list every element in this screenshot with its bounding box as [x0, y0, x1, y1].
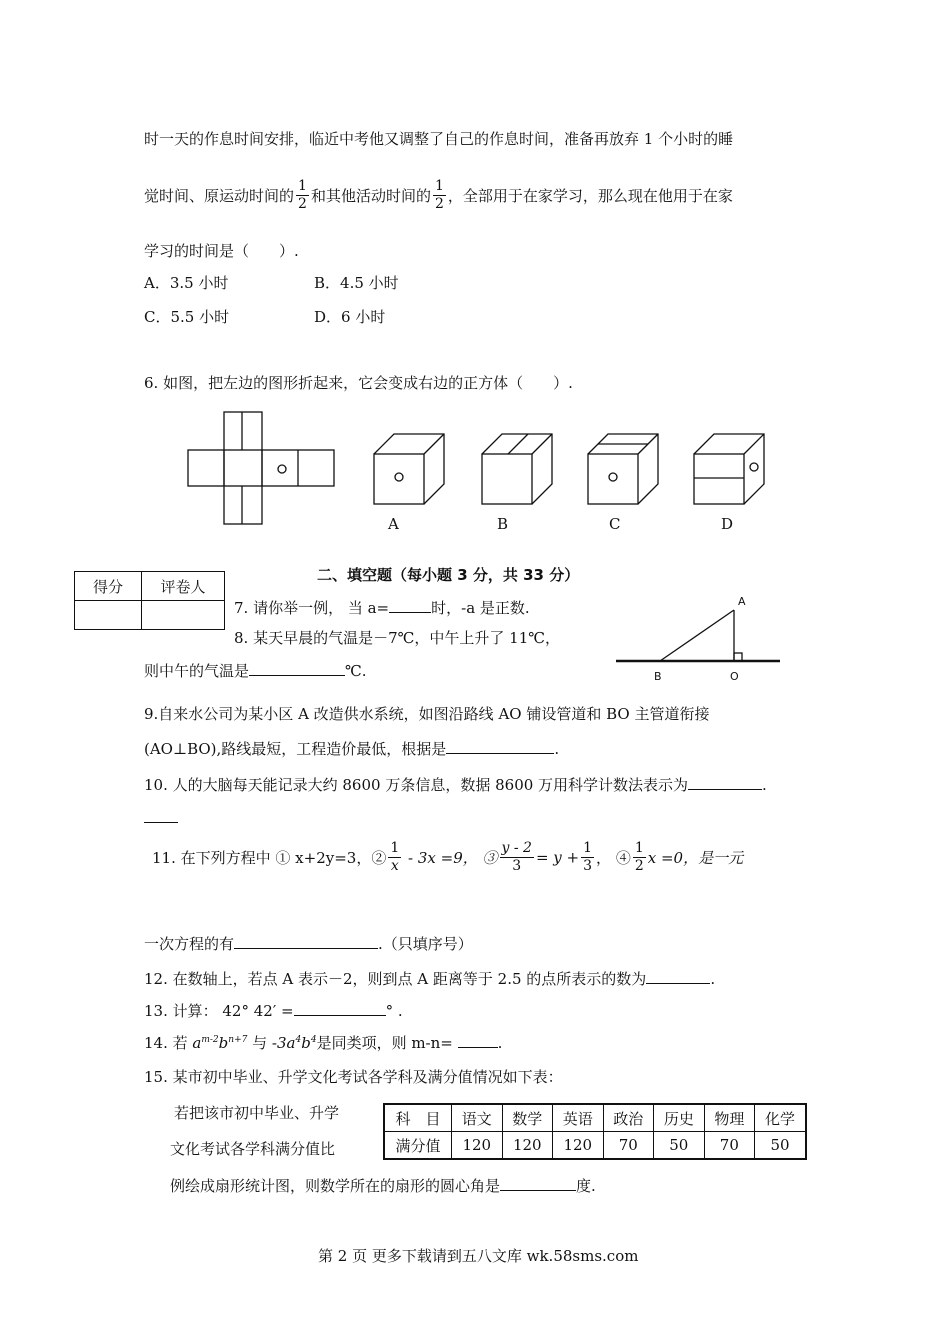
- fraction-half: $\frac{1}{2}$: [298, 178, 307, 212]
- fraction-y-minus-2-over-3: $\frac{y - 2}{3}$: [501, 840, 532, 874]
- q9-blank: [446, 739, 554, 754]
- table-cell: 120: [452, 1132, 503, 1160]
- q11-blank: [234, 934, 378, 949]
- table-cell: 英语: [553, 1104, 604, 1132]
- q5-line2-a: 觉时间、原运动时间的: [144, 187, 295, 205]
- q13-text-a: 13. 计算： 42° 42′ =: [144, 1002, 294, 1020]
- q11-text-b: - 3x =9， ③: [403, 849, 498, 867]
- cube-option-a: [372, 432, 446, 506]
- q5-option-d: D．6 小时: [314, 308, 386, 326]
- q5-line3: 学习的时间是（ ）.: [144, 242, 299, 260]
- q15-side3-a: 例绘成扇形统计图，则数学所在的扇形的圆心角是: [170, 1177, 501, 1195]
- table-cell: 50: [755, 1132, 806, 1160]
- q14-text-b: 与 -: [252, 1034, 277, 1052]
- q14-text-d: .: [497, 1034, 503, 1052]
- q11-text-e: x =0，是一元: [647, 849, 744, 867]
- cube-option-d: [692, 432, 766, 506]
- q5-line2-c: ，全部用于在家学习，那么现在他用于在家: [447, 187, 733, 205]
- q13: [144, 1000, 403, 1021]
- q15-side2: 文化考试各学科满分值比: [170, 1140, 336, 1158]
- q11-text-c: = y +: [535, 848, 580, 867]
- q9-line2: [144, 738, 559, 759]
- score-box: [74, 571, 225, 630]
- q13-text-b: ° .: [385, 1002, 403, 1020]
- fraction-one-half: $\frac{1}{2}$: [634, 840, 644, 874]
- q7: [234, 597, 530, 618]
- q7-blank: [389, 598, 431, 613]
- q12: [144, 968, 715, 989]
- term-a-m-minus-2-b-n-plus-7: $a^{m-2}b^{n+7}$: [192, 1034, 248, 1052]
- cube-option-b: [480, 432, 554, 506]
- q9-text-a: (AO⊥BO),路线最短，工程造价最低，根据是: [144, 740, 447, 758]
- q10-blank-continued: [144, 822, 178, 823]
- table-cell: 50: [654, 1132, 705, 1160]
- fraction-half: $\frac{1}{2}$: [434, 178, 444, 212]
- q15-side3-b: 度.: [576, 1177, 596, 1195]
- q15-blank: [500, 1176, 576, 1191]
- q8-blank: [249, 661, 345, 676]
- q14: [144, 1032, 502, 1053]
- score-cell: [75, 601, 142, 630]
- point-a-label: A: [738, 595, 746, 608]
- q5-line2-b: 和其他活动时间的: [310, 187, 431, 205]
- table-cell: 物理: [704, 1104, 755, 1132]
- q10-text-a: 10. 人的大脑每天能记录大约 8600 万条信息，数据 8600 万用科学计数法表示为: [144, 776, 689, 794]
- table-cell: 语文: [452, 1104, 503, 1132]
- q12-blank: [646, 969, 710, 984]
- cube-label-b: B: [497, 515, 509, 533]
- q8-text-a: 则中午的气温是: [144, 662, 250, 680]
- fraction-one-over-x: $\frac{1}{x}$: [390, 840, 400, 874]
- table-cell: 化学: [755, 1104, 806, 1132]
- q10: [144, 774, 767, 795]
- q13-blank: [294, 1001, 386, 1016]
- table-cell: 70: [704, 1132, 755, 1160]
- q15-side3: [170, 1175, 596, 1196]
- q11-line1: [152, 840, 743, 875]
- table-cell: 政治: [603, 1104, 654, 1132]
- page-footer: 第 2 页 更多下载请到五八文库 wk.58sms.com: [318, 1247, 639, 1265]
- table-cell: 120: [553, 1132, 604, 1160]
- grader-cell: [142, 601, 225, 630]
- score-header: 得分: [75, 572, 142, 601]
- q11-line2-b: .（只填序号）: [378, 935, 473, 953]
- q11-text-d: ， ④: [596, 849, 631, 867]
- q11-line2: [144, 933, 473, 954]
- cube-option-c: [586, 432, 660, 506]
- q10-text-b: .: [762, 776, 767, 794]
- cube-label-a: A: [388, 515, 399, 533]
- cube-net-figure: [186, 410, 338, 526]
- q15-side1: 若把该市初中毕业、升学: [174, 1104, 340, 1122]
- table-row: [384, 1132, 806, 1160]
- q8-text-b: ℃.: [345, 662, 367, 680]
- q6-text: 6. 如图，把左边的图形折起来，它会变成右边的正方体（ ）.: [144, 374, 573, 392]
- q5-line1: 时一天的作息时间安排，临近中考他又调整了自己的作息时间，准备再放弃 1 个小时的睡: [144, 130, 734, 148]
- q10-blank: [688, 775, 762, 790]
- table-cell: 120: [502, 1132, 553, 1160]
- point-o-label: O: [730, 670, 739, 683]
- fraction-one-third: $\frac{1}{3}$: [583, 840, 593, 874]
- q14-text-c: 是同类项，则 m-n=: [316, 1034, 453, 1052]
- q14-text-a: 14. 若: [144, 1034, 188, 1052]
- grader-header: 评卷人: [142, 572, 225, 601]
- q15-text: 15. 某市初中毕业、升学文化考试各学科及满分值情况如下表：: [144, 1068, 563, 1086]
- q11-line2-a: 一次方程的有: [144, 935, 235, 953]
- cube-label-d: D: [721, 515, 734, 533]
- table-cell: 历史: [654, 1104, 705, 1132]
- q9-line1: 9.自来水公司为某小区 A 改造供水系统，如图沿路线 AO 铺设管道和 BO 主管道衔接: [144, 705, 710, 723]
- q8-line2: [144, 660, 367, 681]
- q5-option-c: C．5.5 小时: [144, 308, 230, 326]
- table-row: [384, 1104, 806, 1132]
- q7-text-a: 7. 请你举一例， 当 a=: [234, 599, 390, 617]
- point-b-label: B: [654, 670, 662, 683]
- table-cell: 科 目: [384, 1104, 452, 1132]
- pipeline-figure: [614, 594, 784, 682]
- q14-blank: [458, 1033, 498, 1048]
- subject-score-table: [383, 1103, 807, 1160]
- q11-text-a: 11. 在下列方程中 ① x+2y=3，②: [152, 849, 387, 867]
- q7-text-b: 时，-a 是正数.: [431, 599, 530, 617]
- cube-label-c: C: [609, 515, 621, 533]
- section-title: 二、填空题（每小题 3 分，共 33 分）: [317, 566, 580, 584]
- q5-option-b: B．4.5 小时: [314, 274, 399, 292]
- q8-line1: 8. 某天早晨的气温是－7℃，中午上升了 11℃，: [234, 629, 561, 647]
- q5-line2: [144, 178, 733, 213]
- q9-text-b: .: [554, 740, 560, 758]
- q5-option-a: A．3.5 小时: [144, 274, 229, 292]
- term-3a4b4: $3a^4b^4$: [276, 1034, 317, 1052]
- q12-text-b: .: [710, 970, 716, 988]
- table-cell: 满分值: [384, 1132, 452, 1160]
- q12-text-a: 12. 在数轴上，若点 A 表示－2，则到点 A 距离等于 2.5 的点所表示的数为: [144, 970, 647, 988]
- table-cell: 数学: [502, 1104, 553, 1132]
- table-cell: 70: [603, 1132, 654, 1160]
